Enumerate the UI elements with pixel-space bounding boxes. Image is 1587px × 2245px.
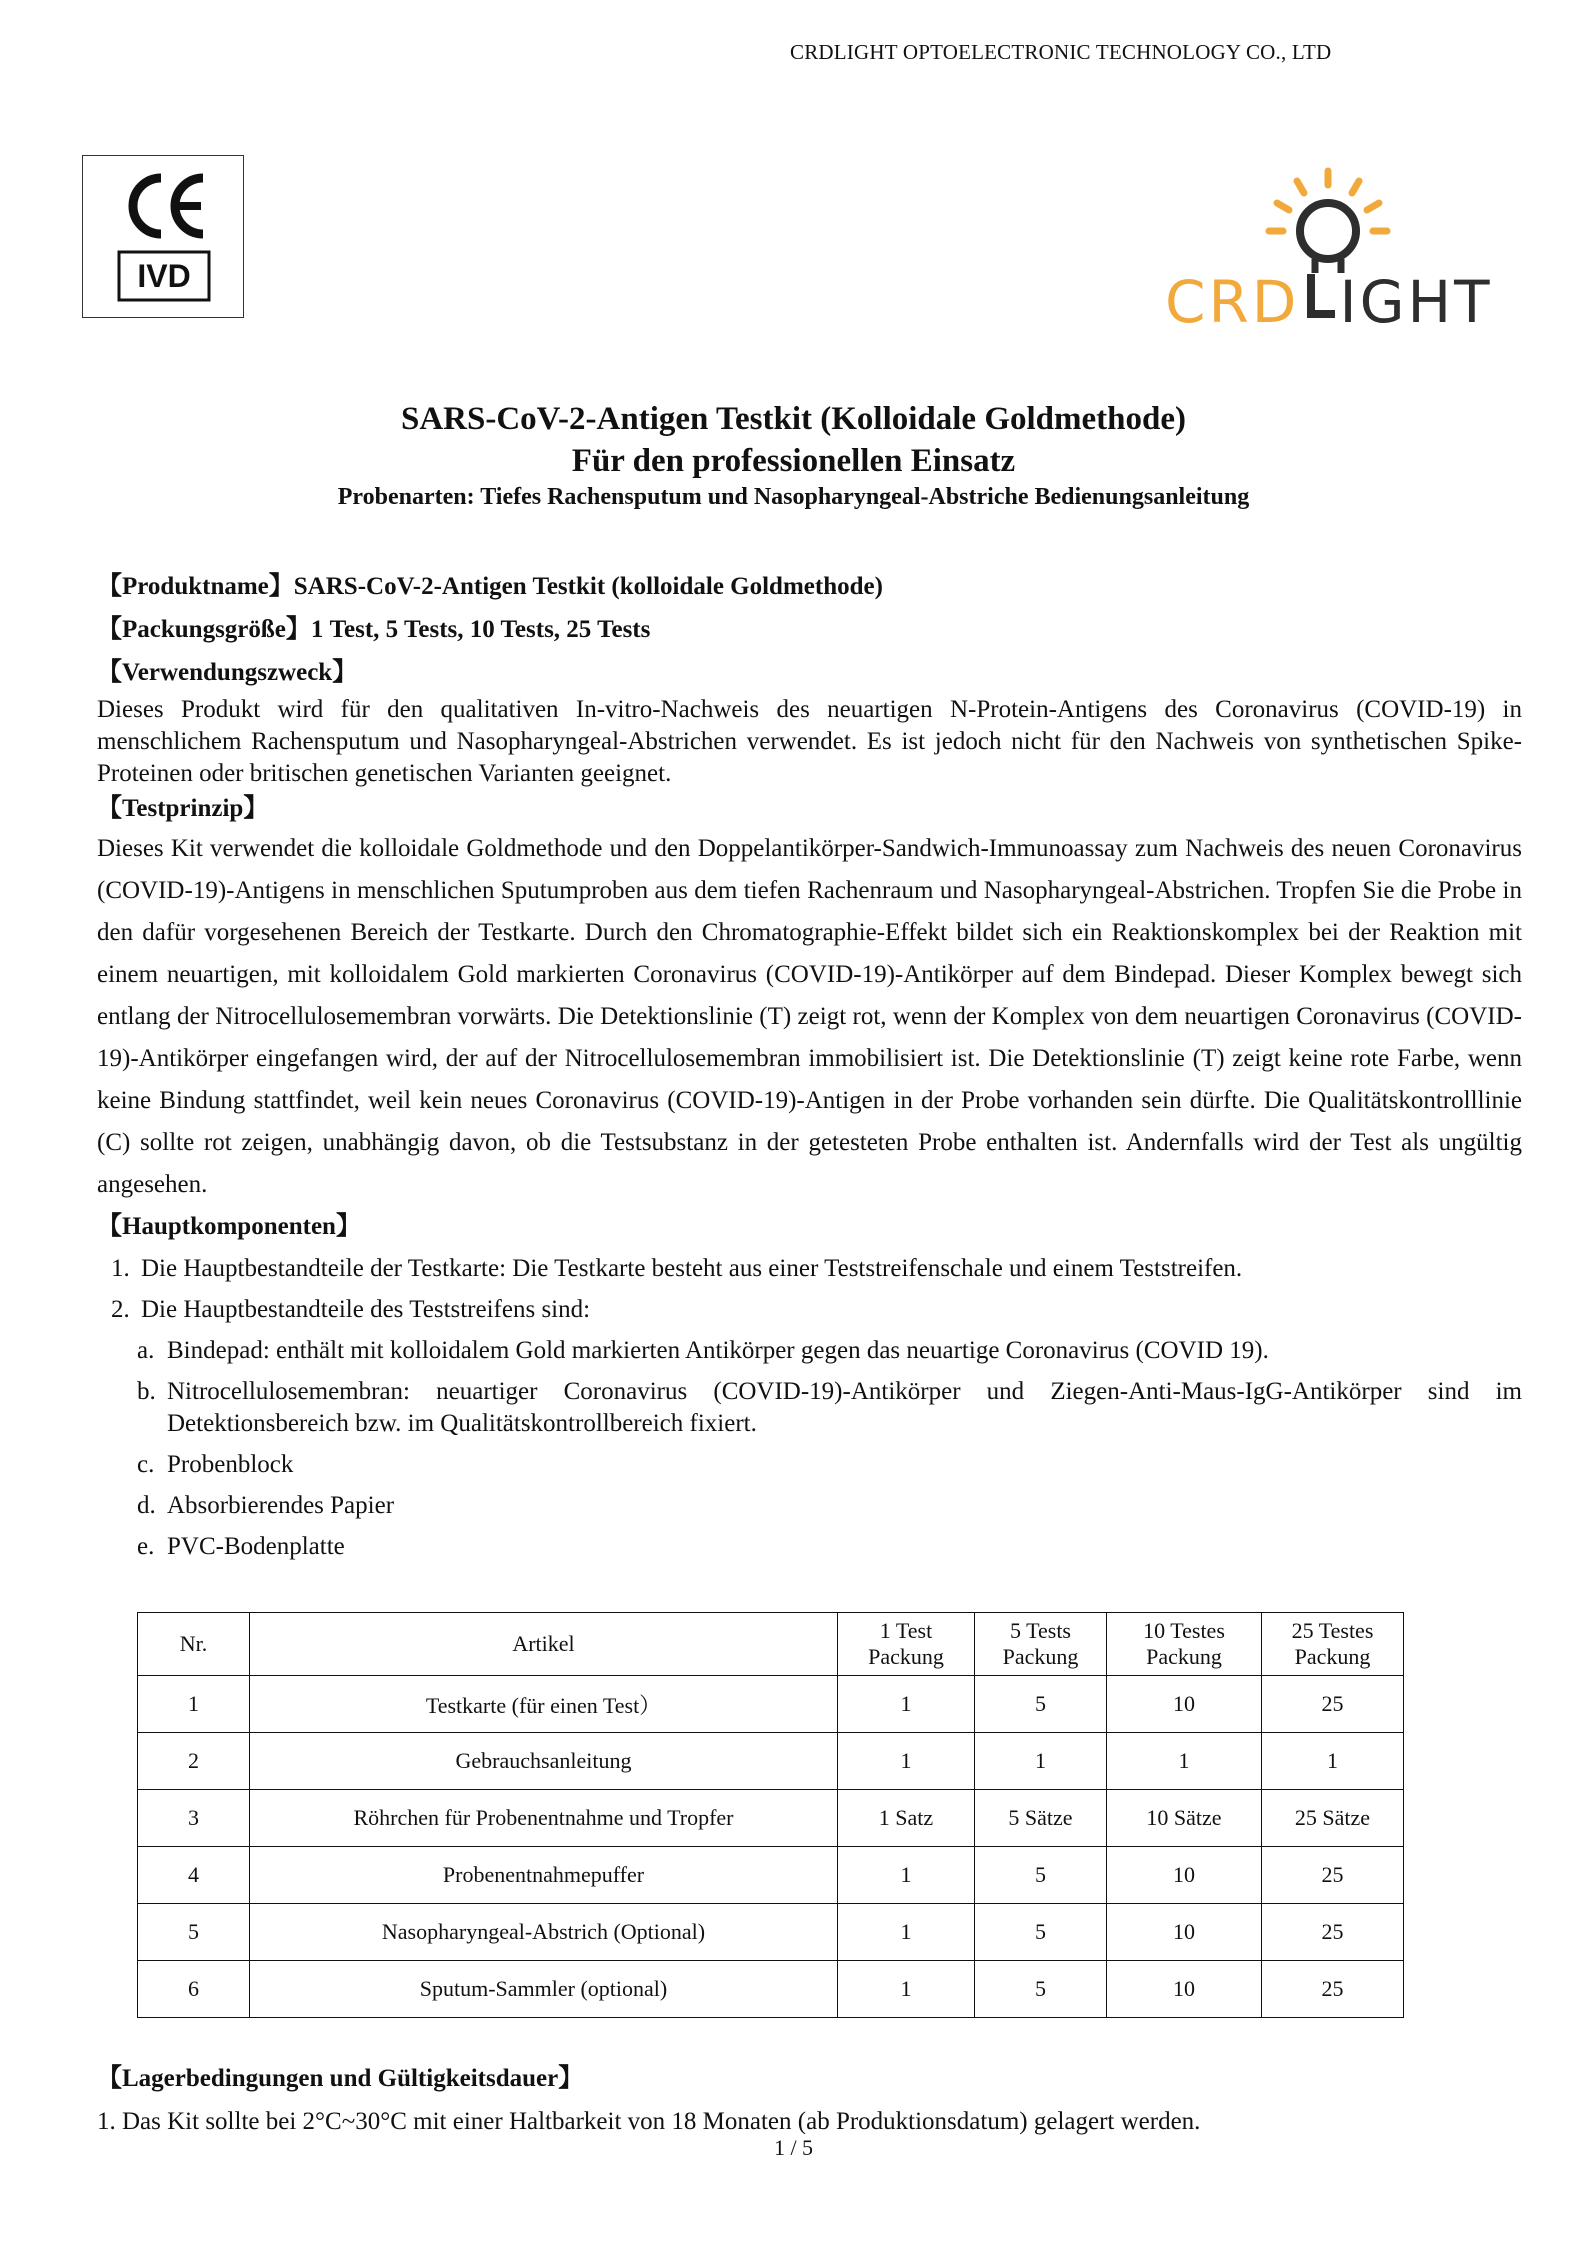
table-row — [138, 1676, 1404, 1733]
table-cell: 5 — [138, 1904, 250, 1961]
table-cell: 4 — [138, 1847, 250, 1904]
table-cell: Sputum-Sammler (optional) — [250, 1961, 838, 2018]
table-cell: 10 — [1107, 1961, 1262, 2018]
header-cell: 5 Tests Packung — [975, 1613, 1107, 1676]
table-cell: Gebrauchsanleitung — [250, 1733, 838, 1790]
header-cell: Nr. — [138, 1613, 250, 1676]
section-testprinzip-heading: 【Testprinzip】 — [97, 795, 269, 822]
list-item: d. Absorbierendes Papier — [137, 1492, 395, 1519]
section-produktname — [97, 565, 1522, 608]
table-row — [138, 1733, 1404, 1790]
title-line-2: Für den professionellen Einsatz — [571, 443, 1016, 479]
table-cell: 1 — [838, 1676, 975, 1733]
section-packungsgroesse — [97, 608, 1522, 651]
header-cell: 25 Testes Packung — [1262, 1613, 1404, 1676]
ivd-label: IVD — [137, 258, 191, 294]
components-table — [137, 1612, 1404, 2018]
list-item: 2. Die Hauptbestandteile des Teststreifens sind: — [111, 1296, 591, 1323]
storage-section — [97, 2057, 1522, 2143]
crdlight-logo — [1165, 165, 1505, 336]
testprinzip-text: Dieses Kit verwendet die kolloidale Goldmethode und den Doppelantikörper-Sandwich-Immunoassay zum Nachweis des neuen Coronavirus (COVID-19)-Antigens in menschlichen Sputumproben aus dem tiefen Rachenraum und Nasopharyngeal-Abstrichen. Tropfen Sie die Probe in den dafür vorgesehenen Bereich der Testkarte. Durch den Chromatographie-Effekt bildet sich ein Reaktionskomplex bei der Reaktion mit einem neuartigen, mit kolloidalem Gold markierten Coronavirus (COVID-19)-Antikörper auf dem Bindepad. Dieser Komplex bewegt sich entlang der Nitrocellulosemembran vorwärts. Die Detektionslinie (T) zeigt rot, wenn der Komplex von dem neuartigen Coronavirus (COVID-19)-Antikörper eingefangen wird, der auf der Nitrocellulosemembran immobilisiert ist. Die Detektionslinie (T) zeigt keine rote Farbe, wenn keine Bindung stattfindet, weil kein neues Coronavirus (COVID-19)-Antigen in der Probe vorhanden sein dürfte. Die Qualitätskontrolllinie (C) sollte rot zeigen, unabhängig davon, ob die Testsubstanz in der getesteten Probe enthalten ist. Andernfalls wird der Test als ungültig angesehen. — [97, 835, 1522, 1198]
ce-ivd-marking — [82, 155, 244, 318]
verwendungszweck-text: Dieses Produkt wird für den qualitativen In-vitro-Nachweis des neuartigen N-Protein-Antigens des Coronavirus (COVID-19) in menschlichem Rachensputum und Nasopharyngeal-Abstrichen verwendet. Es ist jedoch nicht für den Nachweis von synthetischen Spike-Proteinen oder britischen genetischen Varianten geeignet. — [97, 696, 1522, 787]
table-cell: 1 — [138, 1676, 250, 1733]
table-cell: 25 — [1262, 1847, 1404, 1904]
section-label: 【Packungsgröße】 — [97, 616, 311, 643]
table-cell: 25 — [1262, 1961, 1404, 2018]
section-hauptkomponenten-heading: 【Hauptkomponenten】 — [97, 1213, 361, 1240]
title-line-3: Probenarten: Tiefes Rachensputum und Nasopharyngeal-Abstriche Bedienungsanleitung — [337, 484, 1250, 510]
table-cell: 25 — [1262, 1676, 1404, 1733]
list-item: c. Probenblock — [137, 1451, 294, 1478]
table-cell: 10 — [1107, 1847, 1262, 1904]
table-row — [138, 1847, 1404, 1904]
table-cell: 10 — [1107, 1676, 1262, 1733]
section-value: 1 Test, 5 Tests, 10 Tests, 25 Tests — [310, 616, 651, 643]
table-cell: 1 — [838, 1847, 975, 1904]
table-cell: 1 — [975, 1733, 1107, 1790]
table-cell: 2 — [138, 1733, 250, 1790]
table-cell: 3 — [138, 1790, 250, 1847]
table-cell: 5 — [975, 1904, 1107, 1961]
table-cell: 5 Sätze — [975, 1790, 1107, 1847]
section-value: SARS-CoV-2-Antigen Testkit (kolloidale Goldmethode) — [293, 573, 883, 600]
list-item: b. Nitrocellulosemembran: neuartiger Coronavirus (COVID-19)-Antikörper und Ziegen-Anti-Maus-IgG-Antikörper sind im Detektionsbereich bzw. im Qualitätskontrollbereich fixiert. — [137, 1378, 1522, 1437]
table-row — [138, 1961, 1404, 2018]
header-cell: 1 Test Packung — [838, 1613, 975, 1676]
storage-item-1: 1. Das Kit sollte bei 2°C~30°C mit einer Haltbarkeit von 18 Monaten (ab Produktionsdatum) gelagert werden. — [97, 2108, 1201, 2135]
section-lagerbedingungen-heading: 【Lagerbedingungen und Gültigkeitsdauer】 — [97, 2065, 584, 2092]
table-cell: 5 — [975, 1676, 1107, 1733]
table-cell: 25 Sätze — [1262, 1790, 1404, 1847]
table-header-row — [138, 1613, 1404, 1676]
table-cell: 5 — [975, 1961, 1107, 2018]
header-cell: Artikel — [250, 1613, 838, 1676]
table-row — [138, 1790, 1404, 1847]
table-cell: 1 — [1107, 1733, 1262, 1790]
table-cell: 1 Satz — [838, 1790, 975, 1847]
header-cell: 10 Testes Packung — [1107, 1613, 1262, 1676]
table-cell: 10 — [1107, 1904, 1262, 1961]
section-label: 【Produktname】 — [97, 573, 294, 600]
list-item: a. Bindepad: enthält mit kolloidalem Gold markierten Antikörper gegen das neuartige Coronavirus (COVID 19). — [137, 1337, 1269, 1364]
document-title — [0, 398, 1587, 512]
title-line-1: SARS-CoV-2-Antigen Testkit (Kolloidale Goldmethode) — [400, 401, 1186, 437]
section-verwendungszweck-heading: 【Verwendungszweck】 — [97, 659, 358, 686]
document-body — [97, 565, 1522, 1567]
table-row — [138, 1904, 1404, 1961]
table-cell: Röhrchen für Probenentnahme und Tropfer — [250, 1790, 838, 1847]
table-cell: 1 — [838, 1904, 975, 1961]
table-cell: 1 — [838, 1733, 975, 1790]
table-cell: Testkarte (für einen Test） — [250, 1676, 838, 1733]
table-cell: Probenentnahmepuffer — [250, 1847, 838, 1904]
company-header: CRDLIGHT OPTOELECTRONIC TECHNOLOGY CO., LTD — [790, 40, 1332, 64]
table-cell: Nasopharyngeal-Abstrich (Optional) — [250, 1904, 838, 1961]
logo-text-crd: CRD — [1165, 268, 1300, 336]
page-number: 1 / 5 — [773, 2135, 814, 2160]
table-cell: 5 — [975, 1847, 1107, 1904]
table-cell: 1 — [1262, 1733, 1404, 1790]
table-cell: 6 — [138, 1961, 250, 2018]
logo-text-ight: IGHT — [1339, 268, 1493, 336]
table-cell: 25 — [1262, 1904, 1404, 1961]
list-item: e. PVC-Bodenplatte — [137, 1533, 345, 1560]
list-item: 1. Die Hauptbestandteile der Testkarte: Die Testkarte besteht aus einer Teststreifenschale und einem Teststreifen. — [111, 1255, 1243, 1282]
table-cell: 10 Sätze — [1107, 1790, 1262, 1847]
table-cell: 1 — [838, 1961, 975, 2018]
